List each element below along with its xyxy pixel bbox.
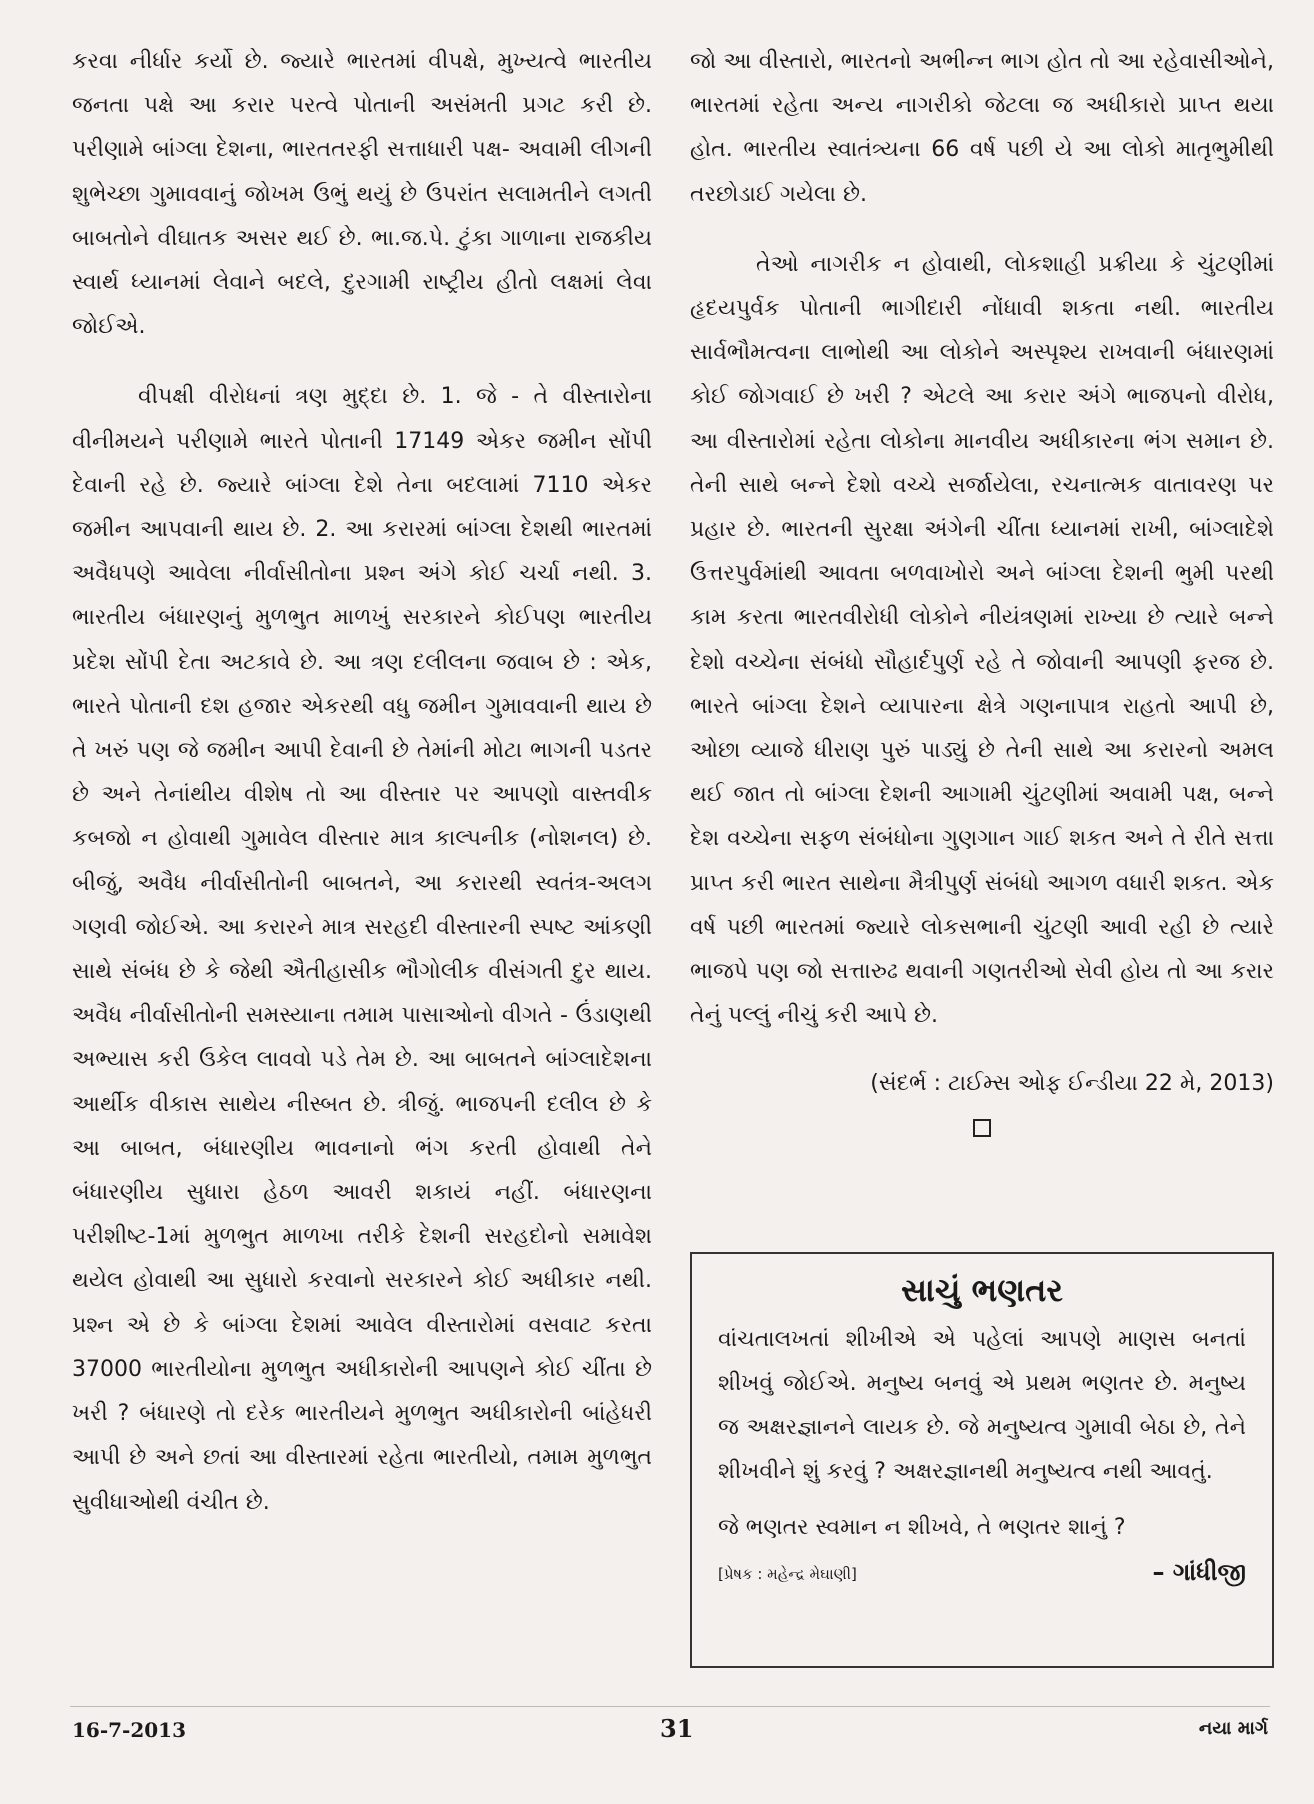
quote-sender: [પ્રેષક : મહેન્દ્ર મેઘાણી] <box>718 1565 857 1583</box>
end-of-article-square-icon <box>973 1119 991 1137</box>
right-paragraph-1: જો આ વીસ્તારો, ભારતનો અભીન્ન ભાગ હોત તો આ રહેવાસીઓને, ભારતમાં રહેતા અન્ય નાગરીકો જેટલા જ અધીકારો પ્રાપ્ત થયા હોત. ભારતીય સ્વાતંત્ર્યના 66 વર્ષ પછી યે આ લોકો માતૃભુમીથી તરછોડાઈ ગયેલા છે. <box>690 49 1274 207</box>
quote-box-footer <box>718 1558 1246 1586</box>
left-paragraph-1: કરવા નીર્ધાર કર્યો છે. જ્યારે ભારતમાં વીપક્ષે, મુખ્યત્વે ભારતીય જનતા પક્ષે આ કરાર પરત્વે પોતાની અસંમતી પ્રગટ કરી છે. પરીણામે બાંગ્લા દેશના, ભારતતરફી સત્તાધારી પક્ષ- અવામી લીગની શુભેચ્છા ગુમાવવાનું જોખમ ઉભું થયું છે ઉપરાંત સલામતીને લગતી બાબતોને વીઘાતક અસર થઈ છે. ભા.જ.પે. ટુંકા ગાળાના રાજકીય સ્વાર્થ ધ્યાનમાં લેવાને બદલે, દુરગામી રાષ્ટ્રીય હીતો લક્ષમાં લેવા જોઈએ. <box>72 49 652 340</box>
page-number: 31 <box>660 1714 694 1743</box>
quote-box-body-2: જે ભણતર સ્વમાન ન શીખવે, તે ભણતર શાનું ? <box>718 1515 1126 1540</box>
magazine-name: નયા માર્ગ <box>1198 1718 1268 1739</box>
quote-box-title: સાચું ભણતર <box>901 1271 1063 1309</box>
quote-box-body-1: વાંચતાલખતાં શીખીએ એ પહેલાં આપણે માણસ બનતાં શીખવું જોઈએ. મનુષ્ય બનવું એ પ્રથમ ભણતર છે. મનુષ્ય જ અક્ષરજ્ઞાનને લાયક છે. જે મનુષ્યત્વ ગુમાવી બેઠા છે, તેને શીખવીને શું કરવું ? અક્ષરજ્ઞાનથી મનુષ્યત્વ નથી આવતું. <box>718 1327 1246 1484</box>
left-paragraph-2: વીપક્ષી વીરોધનાં ત્રણ મુદ્દા છે. 1. જે - તે વીસ્તારોના વીનીમયને પરીણામે ભારતે પોતાની 17149 એકર જમીન સોંપી દેવાની રહે છે. જ્યારે બાંગ્લા દેશે તેના બદલામાં 7110 એકર જમીન આપવાની થાય છે. 2. આ કરારમાં બાંગ્લા દેશથી ભારતમાં અવૈધપણે આવેલા નીર્વાસીતોના પ્રશ્ન અંગે કોઈ ચર્ચા નથી. 3. ભારતીય બંધારણનું મુળભુત માળખું સરકારને કોઈપણ ભારતીય પ્રદેશ સોંપી દેતા અટકાવે છે. આ ત્રણ દલીલના જવાબ છે : એક, ભારતે પોતાની દશ હજાર એકરથી વધુ જમીન ગુમાવવાની થાય છે તે ખરું પણ જે જમીન આપી દેવાની છે તેમાંની મોટા ભાગની પડતર છે અને તેનાંથીય વીશેષ તો આ વીસ્તાર પર આપણો વાસ્તવીક કબજો ન હોવાથી ગુમાવેલ વીસ્તાર માત્ર કાલ્પનીક (નોશનલ) છે. બીજું, અવૈધ નીર્વાસીતોની બાબતને, આ કરારથી સ્વતંત્ર-અલગ ગણવી જોઈએ. આ કરારને માત્ર સરહદી વીસ્તારની સ્પષ્ટ આંકણી સાથે સંબંધ છે કે જેથી ઐતીહાસીક ભૌગોલીક વીસંગતી દુર થાય. અવૈધ નીર્વાસીતોની સમસ્યાના તમામ પાસાઓનો વીગતે - ઉંડાણથી અભ્યાસ કરી ઉકેલ લાવવો પડે તેમ છે. આ બાબતને બાંગ્લાદેશના આર્થીક વીકાસ સાથેય નીસ્બત છે. ત્રીજું. ભાજપની દલીલ છે કે આ બાબત, બંધારણીય ભાવનાનો ભંગ કરતી હોવાથી તેને બંધારણીય સુધારા હેઠળ આવરી શકાયં નહીં. બંધારણના પરીશીષ્ટ-1માં મુળભુત માળખા તરીકે દેશની સરહદોનો સમાવેશ થયેલ હોવાથી આ સુધારો કરવાનો સરકારને કોઈ અધીકાર નથી. પ્રશ્ન એ છે કે બાંગ્લા દેશમાં આવેલ વીસ્તારોમાં વસવાટ કરતા 37000 ભારતીયોના મુળભુત અધીકારોની આપણને કોઈ ચીંતા છે ખરી ? બંધારણે તો દરેક ભારતીયને મુળભુત અધીકારોની બાંહેધરી આપી છે અને છતાં આ વીસ્તારમાં રહેતા ભારતીયો, તમામ મુળભુત સુવીધાઓથી વંચીત છે. <box>72 384 652 1515</box>
quote-box <box>690 1252 1274 1668</box>
footer-divider <box>70 1706 1270 1707</box>
article-reference: (સંદર્ભ : ટાઈમ્સ ઓફ ઈન્ડીયા 22 મે, 2013) <box>870 1071 1274 1097</box>
issue-date: 16-7-2013 <box>72 1718 187 1742</box>
left-column <box>72 40 652 1525</box>
right-column <box>690 40 1274 1137</box>
right-paragraph-2: તેઓ નાગરીક ન હોવાથી, લોકશાહી પ્રક્રીયા કે ચુંટણીમાં હૃદયપુર્વક પોતાની ભાગીદારી નોંધાવી શકતા નથી. ભારતીય સાર્વભૌમત્વના લાભોથી આ લોકોને અસ્પૃશ્ય રાખવાની બંધારણમાં કોઈ જોગવાઈ છે ખરી ? એટલે આ કરાર અંગે ભાજપનો વીરોધ, આ વીસ્તારોમાં રહેતા લોકોના માનવીય અધીકારના ભંગ સમાન છે. તેની સાથે બન્ને દેશો વચ્ચે સર્જાયેલા, રચનાત્મક વાતાવરણ પર પ્રહાર છે. ભારતની સુરક્ષા અંગેની ચીંતા ધ્યાનમાં રાખી, બાંગ્લાદેશે ઉત્તરપુર્વમાંથી આવતા બળવાખોરો અને બાંગ્લા દેશની ભુમી પરથી કામ કરતા ભારતવીરોધી લોકોને નીયંત્રણમાં રાખ્યા છે ત્યારે બન્ને દેશો વચ્ચેના સંબંધો સૌહાર્દપુર્ણ રહે તે જોવાની આપણી ફરજ છે. ભારતે બાંગ્લા દેશને વ્યાપારના ક્ષેત્રે ગણનાપાત્ર રાહતો આપી છે, ઓછા વ્યાજે ધીરાણ પુરું પાડ્યું છે તેની સાથે આ કરારનો અમલ થઈ જાત તો બાંગ્લા દેશની આગામી ચુંટણીમાં અવામી પક્ષ, બન્ને દેશ વચ્ચેના સફળ સંબંધોના ગુણગાન ગાઈ શકત અને તે રીતે સત્તા પ્રાપ્ત કરી ભારત સાથેના મૈત્રીપુર્ણ સંબંધો આગળ વધારી શકત. એક વર્ષ પછી ભારતમાં જ્યારે લોકસભાની ચુંટણી આવી રહી છે ત્યારે ભાજપે પણ જો સત્તારુઢ થવાની ગણતરીઓ સેવી હોય તો આ કરાર તેનું પલ્લું નીચું કરી આપે છે. <box>690 251 1274 1029</box>
quote-signature: – ગાંધીજી <box>1152 1558 1246 1586</box>
